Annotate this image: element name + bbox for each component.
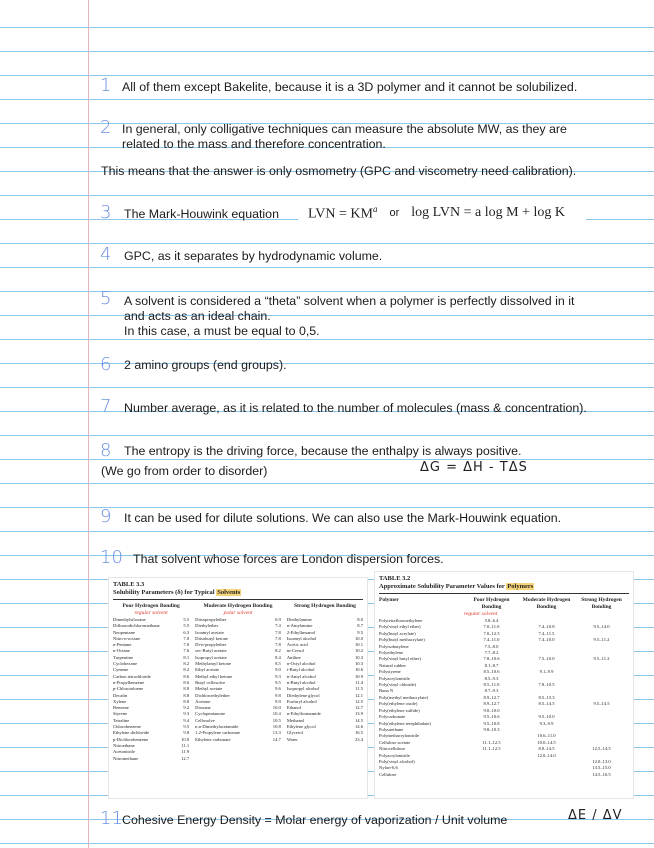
solubility-range: 7.7–8.2 — [484, 650, 499, 656]
solvent-name: Isopropyl alcohol — [286, 686, 320, 692]
answer-7-line: Number average, as it is related to the number of molecules (mass & concentration). — [124, 401, 587, 415]
solvent-name: n-Amylamine — [286, 623, 313, 629]
solubility-value: 9.8 — [275, 692, 281, 698]
solvent-solubility-table — [108, 577, 368, 799]
solubility-value: 10.1 — [354, 642, 363, 648]
solvent-name: Dioxane — [195, 705, 211, 711]
table-3-3-title: TABLE 3.3 — [113, 581, 145, 588]
solubility-value: 14.5 — [354, 717, 363, 723]
solvent-name: p-Chlorotoluene — [113, 686, 144, 692]
column-note — [287, 610, 363, 617]
answer-9-line: It can be used for dilute solutions. We can also use the Mark-Houwink equation. — [124, 511, 562, 525]
answer-number-6: 6 — [100, 354, 112, 375]
solubility-value: 10.8 — [272, 724, 281, 730]
solubility-value: 5.5 — [183, 617, 190, 622]
solvent-name: Xylene — [113, 698, 127, 704]
solubility-value: 11.5 — [355, 686, 363, 692]
solubility-value: 7.6 — [183, 648, 190, 654]
solubility-range: 7.8–10.6 — [483, 656, 500, 662]
polymer-name: Poly(ethylene sulfide) — [379, 707, 420, 713]
handwritten-gibbs-equation: ΔG = ΔH - TΔS — [420, 460, 528, 475]
solubility-range: 7.4–10.0 — [538, 637, 555, 643]
answer-5-line: A solvent is considered a “theta” solvent when a polymer is perfectly dissolved in it — [124, 294, 575, 308]
column-header: Moderate Hydrogen Bonding — [522, 597, 571, 610]
table-row — [287, 737, 363, 743]
column-header: Poor Hydrogen Bonding — [122, 603, 180, 609]
answer-2-line: related to the mass and therefore concentration. — [122, 137, 386, 151]
solubility-range: 9.5–14.0 — [593, 624, 610, 630]
solvent-column — [195, 603, 281, 762]
solubility-range: 12.5–14.5 — [592, 746, 611, 752]
solubility-range: 5.8–6.4 — [484, 618, 499, 623]
solubility-range: 8.5–11.0 — [483, 682, 500, 688]
solubility-range: 10.6–11.0 — [537, 733, 556, 739]
answer-number-7: 7 — [100, 396, 112, 417]
polymer-name: Poly(vinyl ethyl ether) — [379, 624, 421, 630]
table-row — [195, 737, 281, 743]
solubility-value: 7.8 — [275, 642, 281, 648]
solvent-name: Ethylene carbonate — [195, 736, 231, 742]
solubility-value: 11.9 — [181, 749, 190, 755]
answer-number-10: 10 — [100, 547, 123, 568]
solubility-range: 7.4–10.8 — [538, 624, 555, 630]
solubility-value: 9.2 — [183, 705, 190, 711]
solvent-name: Dichloroethylether — [195, 692, 230, 698]
solvent-name: 2-Ethylhexanol — [286, 629, 316, 635]
solubility-value: 16.5 — [354, 730, 363, 736]
solubility-value: 9.3 — [183, 711, 190, 717]
solubility-value: 8.6 — [183, 679, 190, 685]
solubility-value: 7.8 — [275, 629, 281, 635]
answer-5-line: and acts as an ideal chain. — [124, 309, 271, 323]
solubility-value: 12.5 — [354, 698, 363, 704]
solubility-range: 7.8–10.5 — [538, 682, 555, 688]
solvent-name: Carbon tetrachloride — [113, 673, 151, 679]
table-3-2-title: TABLE 3.2 — [379, 575, 411, 582]
solvent-name: m-Cresol — [286, 648, 304, 654]
polymer-name: Poly(butyl acrylate) — [379, 630, 416, 636]
solubility-value: 9.5 — [275, 679, 281, 685]
answer-6-text — [124, 358, 287, 373]
solvent-name: n,n-Dimethylacetamide — [195, 724, 239, 730]
solubility-value: 13.9 — [354, 711, 363, 717]
solvent-name: Difluorodichloromethane — [113, 623, 160, 629]
solvent-name: Benzene — [113, 705, 129, 711]
answer-2-text — [122, 122, 567, 152]
solubility-value: 8.7 — [357, 623, 363, 629]
answer-1-line: All of them except Bakelite, because it is a 3D polymer and it cannot be solubilized. — [122, 80, 578, 94]
solubility-range: 7.5–8.0 — [484, 643, 499, 649]
polymer-name: Poly(ethylene terephthalate) — [379, 720, 431, 726]
solubility-range: 11.1–12.5 — [482, 739, 501, 745]
solvent-name: Diisobutyl ketone — [195, 635, 228, 641]
solvent-name: Acetic acid — [286, 642, 308, 648]
solubility-value: 9.3 — [275, 673, 281, 679]
answer-3-text — [124, 207, 279, 222]
solubility-value: 8.8 — [183, 692, 190, 698]
column-header: Moderate Hydrogen Bonding — [203, 603, 273, 609]
solvent-name: Cellosolve — [195, 717, 215, 723]
answer-5-line: In this case, a must be equal to 0,5. — [124, 324, 320, 338]
solvent-name: Diethylether — [195, 623, 219, 629]
solvent-name: Chlorobenzene — [113, 724, 141, 730]
polymer-name: Polyacrylonitrile — [379, 752, 410, 758]
solubility-value: 7.8 — [275, 635, 281, 641]
solubility-range: 9.5–10.6 — [483, 714, 500, 720]
answer-number-11: 11 — [100, 808, 123, 829]
solvent-name: Ethanol — [286, 705, 302, 711]
solvent-name: n-Propylbenzene — [113, 679, 145, 685]
answer-4-line: GPC, as it separates by hydrodynamic volume. — [124, 249, 383, 263]
solubility-value: 8.0 — [357, 617, 363, 622]
solvent-name: n-Pentane — [113, 642, 132, 648]
answer-2-followup-line: This means that the answer is only osmometry (GPC and viscometry need calibration). — [101, 164, 577, 178]
polymer-name: Cellulose — [379, 771, 397, 777]
answer-8-followup-line: (We go from order to disorder) — [101, 464, 268, 478]
polymer-name: Polycarbonate — [379, 714, 406, 720]
solubility-value: 6.3 — [183, 629, 190, 635]
solubility-range: 8.5–14.5 — [538, 701, 555, 707]
solubility-value: 14.7 — [272, 736, 281, 742]
solubility-range: 11.1–12.5 — [482, 746, 501, 752]
solvent-name: Methylamyl ketone — [195, 661, 232, 667]
solubility-value: 7.0 — [183, 635, 190, 641]
solubility-range: 8.1–8.7 — [484, 662, 499, 668]
solubility-range: 10.0–14.5 — [537, 739, 556, 745]
solubility-range: 7.0–11.0 — [483, 624, 500, 630]
polymer-name: Poly(vinyl chloride) — [379, 682, 417, 688]
polymer-name: Cellulose acetate — [379, 739, 411, 745]
solubility-range: 7.0–12.5 — [483, 630, 500, 636]
solvent-name: Water — [286, 736, 298, 742]
answer-1-text — [122, 80, 577, 95]
polymer-name: Poly(vinyl alcohol) — [379, 758, 415, 764]
solubility-range: 9.5–10.0 — [538, 714, 555, 720]
table-3-2-subtitle: Approximate Solubility Parameter Values for Polymers — [379, 583, 534, 590]
table-3-3-columns — [113, 603, 363, 762]
answer-number-2: 2 — [100, 117, 112, 138]
polymer-name: Poly(methyl methacrylate) — [379, 694, 429, 700]
solubility-value: 9.6 — [275, 686, 281, 692]
solubility-range: 13.5–15.0 — [592, 765, 611, 771]
solvent-name: Diethylamine — [286, 617, 312, 622]
polymer-name: Polymethacrylonitrile — [379, 733, 420, 739]
solvent-name: n-Butyl alcohol — [286, 679, 316, 685]
solvent-name: Diethylene glycol — [286, 692, 320, 698]
solvent-name: Dimethylsiloxane — [113, 617, 146, 622]
solubility-range: 8.9–12.7 — [483, 694, 500, 700]
mark-houwink-formula — [298, 202, 586, 224]
solubility-range — [464, 772, 519, 778]
answer-number-5: 5 — [100, 288, 112, 309]
polymer-name: Polytetrafluoroethylene — [379, 618, 423, 623]
solvent-name: Neopentane — [113, 629, 135, 635]
solvent-name: Decalin — [113, 692, 128, 698]
solvent-column — [113, 603, 189, 762]
solubility-value: 8.8 — [183, 698, 190, 704]
solubility-range: 9.3–9.9 — [539, 720, 554, 726]
answer-number-1: 1 — [100, 75, 112, 96]
polymer-name: Polyurethane — [379, 726, 404, 732]
answer-8-text — [124, 444, 521, 459]
table-row — [113, 756, 189, 762]
solubility-range: 8.5–13.3 — [538, 694, 555, 700]
table-header-row — [379, 597, 629, 611]
solubility-value: 9.5 — [357, 629, 363, 635]
column-header: Poor Hydrogen Bonding — [473, 597, 510, 610]
solvent-name: Furfuryl alcohol — [286, 698, 317, 704]
solubility-value: 10.3 — [354, 661, 363, 667]
solvent-name: Cyclohexane — [113, 661, 137, 667]
solubility-value: 5.5 — [183, 623, 190, 629]
solubility-value: 11.4 — [355, 679, 363, 685]
solubility-value: 10.9 — [354, 673, 363, 679]
column-note: polar solvent — [223, 610, 253, 616]
solvent-name: Turpentine — [113, 654, 133, 660]
solubility-value: 8.2 — [275, 648, 281, 654]
solubility-range: 8.5–9.3 — [484, 675, 499, 681]
solubility-value: 13.3 — [272, 730, 281, 736]
solvent-name: 1,2-Propylene carbonate — [195, 730, 241, 736]
column-note: regular solvent — [464, 611, 498, 617]
solvent-name: Nitroethane — [113, 742, 135, 748]
solvent-name: Diisopropylether — [195, 617, 227, 622]
polymer-name: Polyethylene — [379, 650, 403, 656]
solubility-range: 9.1–9.9 — [539, 669, 554, 675]
solubility-value: 7.0 — [183, 642, 190, 648]
table-rule — [379, 593, 629, 594]
solubility-value: 10.0 — [272, 705, 281, 711]
solubility-range: 9.5–10.8 — [483, 720, 500, 726]
solvent-name: n-Octyl alcohol — [286, 661, 316, 667]
solvent-name: Ethylene dichloride — [113, 730, 150, 736]
solvent-name: p-Dichlorobenzene — [113, 736, 149, 742]
solvent-name: Butyl cellosolve — [195, 679, 226, 685]
solubility-range: 8.5–10.6 — [483, 669, 500, 675]
solubility-value: 8.1 — [183, 654, 190, 660]
solvent-name: Glycerol — [286, 730, 303, 736]
solubility-range: 9.5–14.5 — [593, 701, 610, 707]
solubility-range: 9.8–10.3 — [483, 726, 500, 732]
solubility-value: 6.9 — [275, 617, 281, 622]
solubility-value: 11.1 — [181, 742, 190, 748]
solubility-value: 10.6 — [354, 667, 363, 673]
table-3-3-subtitle: Solubility Parameters (δ) for Typical Solvents — [113, 589, 241, 596]
answer-3-line: The Mark-Houwink equation — [124, 207, 279, 221]
answer-8-followup — [101, 464, 267, 479]
polymer-name: Poly(vinyl butyl ether) — [379, 656, 421, 662]
solubility-value: 8.6 — [183, 673, 190, 679]
solvent-name: Ethylene glycol — [286, 724, 316, 730]
table-3-2-body — [379, 597, 629, 778]
solvent-name: Nitromethane — [113, 755, 139, 761]
solubility-range: 8.9–12.7 — [483, 701, 500, 707]
solubility-range: 12.0–14.0 — [537, 752, 556, 758]
solubility-range: 7.4–11.5 — [538, 630, 555, 636]
solubility-value: 8.5 — [275, 661, 281, 667]
answer-number-9: 9 — [100, 506, 112, 527]
solubility-value: 8.2 — [183, 667, 190, 673]
solvent-name: Cyclopentanone — [195, 711, 226, 717]
polymer-name: Natural rubber — [379, 662, 406, 668]
table-rule — [113, 599, 363, 600]
polymer-name: Polyisobutylene — [379, 643, 409, 649]
solubility-value: 10.3 — [354, 654, 363, 660]
answer-10-line: That solvent whose forces are London dispersion forces. — [133, 552, 444, 566]
solvent-name: Nitro-n-octane — [113, 635, 141, 641]
solvent-name: Acetonitrile — [113, 749, 135, 755]
answer-9-text — [124, 511, 561, 526]
solvent-name: sec-Butyl acetate — [195, 648, 227, 654]
column-header: Polymer — [379, 597, 399, 603]
table-row — [379, 772, 629, 778]
margin-line — [88, 0, 89, 848]
solvent-name: Tetraline — [113, 717, 130, 723]
solubility-value: 12.1 — [354, 692, 363, 698]
formula-lvn-power: LVN = $KM^a$ — [308, 203, 378, 222]
solubility-value: 10.5 — [272, 717, 281, 723]
solubility-value: 10.2 — [354, 648, 363, 654]
solvent-name: t-Butyl alcohol — [286, 667, 315, 673]
solvent-name: Di-n-propylether — [195, 642, 227, 648]
polymer-name: Poly(ethylene oxide) — [379, 701, 418, 707]
solubility-value: 8.4 — [275, 654, 281, 660]
solubility-value: 12.7 — [354, 705, 363, 711]
answer-2-line: In general, only colligative techniques can measure the absolute MW, as they are — [122, 122, 567, 136]
polymer-name: Polystyrene — [379, 669, 401, 675]
solvent-name: Cymene — [113, 667, 129, 673]
column-header: Strong Hydrogen Bonding — [294, 603, 356, 609]
answer-5-text — [124, 294, 574, 339]
solubility-range: 9.0–10.0 — [483, 707, 500, 713]
answer-11-text — [122, 813, 507, 828]
column-note: regular solvent — [134, 610, 168, 616]
solvent-column — [287, 603, 363, 762]
solvent-name: Isoamyl acetate — [195, 629, 224, 635]
solubility-range: 9.5–11.2 — [593, 656, 610, 662]
solvent-name: Aniline — [286, 654, 301, 660]
solubility-value: 8.2 — [183, 661, 190, 667]
solubility-range: 7.4–11.0 — [483, 637, 500, 643]
solubility-value: 12.7 — [181, 755, 190, 761]
solubility-value: 23.4 — [354, 736, 363, 742]
solubility-range: 14.5–16.5 — [592, 771, 611, 777]
solubility-range — [519, 772, 574, 778]
answer-11-line: Cohesive Energy Density = Molar energy of vaporization / Unit volume — [122, 813, 508, 827]
solubility-range: 8.0–14.5 — [538, 746, 555, 752]
solvent-name: Styrene — [113, 711, 128, 717]
solvent-name: n-Amyl alcohol — [286, 673, 316, 679]
solvent-name: Methyl ethyl ketone — [195, 673, 233, 679]
solvent-name: n-Ethylformamide — [286, 711, 321, 717]
solubility-value: 7.4 — [275, 623, 281, 629]
polymer-name: Poly(butyl methacrylate) — [379, 637, 425, 643]
answer-2-followup — [101, 164, 576, 179]
answer-number-8: 8 — [100, 440, 112, 461]
column-header: Strong Hydrogen Bonding — [581, 597, 622, 610]
solubility-value: 9.9 — [275, 698, 281, 704]
solvent-name: Isoamyl alcohol — [286, 635, 317, 641]
polymer-name: Nitrocellulose — [379, 746, 406, 752]
solubility-range: 8.7–9.3 — [484, 688, 499, 694]
solubility-value: 9.0 — [275, 667, 281, 673]
solubility-range: 12.0–13.0 — [592, 758, 611, 764]
handwritten-ced-ratio: ΔE / ΔV — [568, 808, 623, 823]
answer-8-line: The entropy is the driving force, because the enthalpy is always positive. — [124, 444, 522, 458]
solubility-value: 8.8 — [183, 686, 190, 692]
answer-10-text — [133, 552, 444, 567]
polymer-solubility-table — [374, 571, 634, 799]
solvent-name: Ethyl acetate — [195, 667, 220, 673]
solubility-value: 9.5 — [183, 724, 190, 730]
solvent-name: n-Octane — [113, 648, 130, 654]
solvent-name: Isopropyl acetate — [195, 654, 227, 660]
solvent-name: Methyl acetate — [195, 686, 223, 692]
answer-number-3: 3 — [100, 202, 112, 223]
solvent-name: Acetone — [195, 698, 211, 704]
answer-6-line: 2 amino groups (end groups). — [124, 358, 287, 372]
answer-7-text — [124, 401, 587, 416]
polymer-name: Buna N — [379, 688, 394, 694]
polymer-name: Nylon-6,6 — [379, 765, 398, 771]
solubility-value: 9.4 — [183, 717, 190, 723]
solubility-value: 10.0 — [181, 736, 190, 742]
solubility-value: 14.6 — [354, 724, 363, 730]
formula-or: or — [389, 207, 400, 219]
solubility-value: 10.0 — [354, 635, 363, 641]
solvent-name: Methanol — [286, 717, 305, 723]
formula-log-form: log LVN = a log M + log K — [411, 205, 565, 220]
solubility-range: 7.5–10.0 — [538, 656, 555, 662]
solubility-range: 9.5–11.2 — [593, 637, 610, 643]
solubility-value: 10.4 — [272, 711, 281, 717]
answer-4-text — [124, 249, 382, 264]
polymer-name: Polyacrylonitrile — [379, 675, 410, 681]
answer-number-4: 4 — [100, 244, 112, 265]
solubility-value: 9.8 — [183, 730, 190, 736]
